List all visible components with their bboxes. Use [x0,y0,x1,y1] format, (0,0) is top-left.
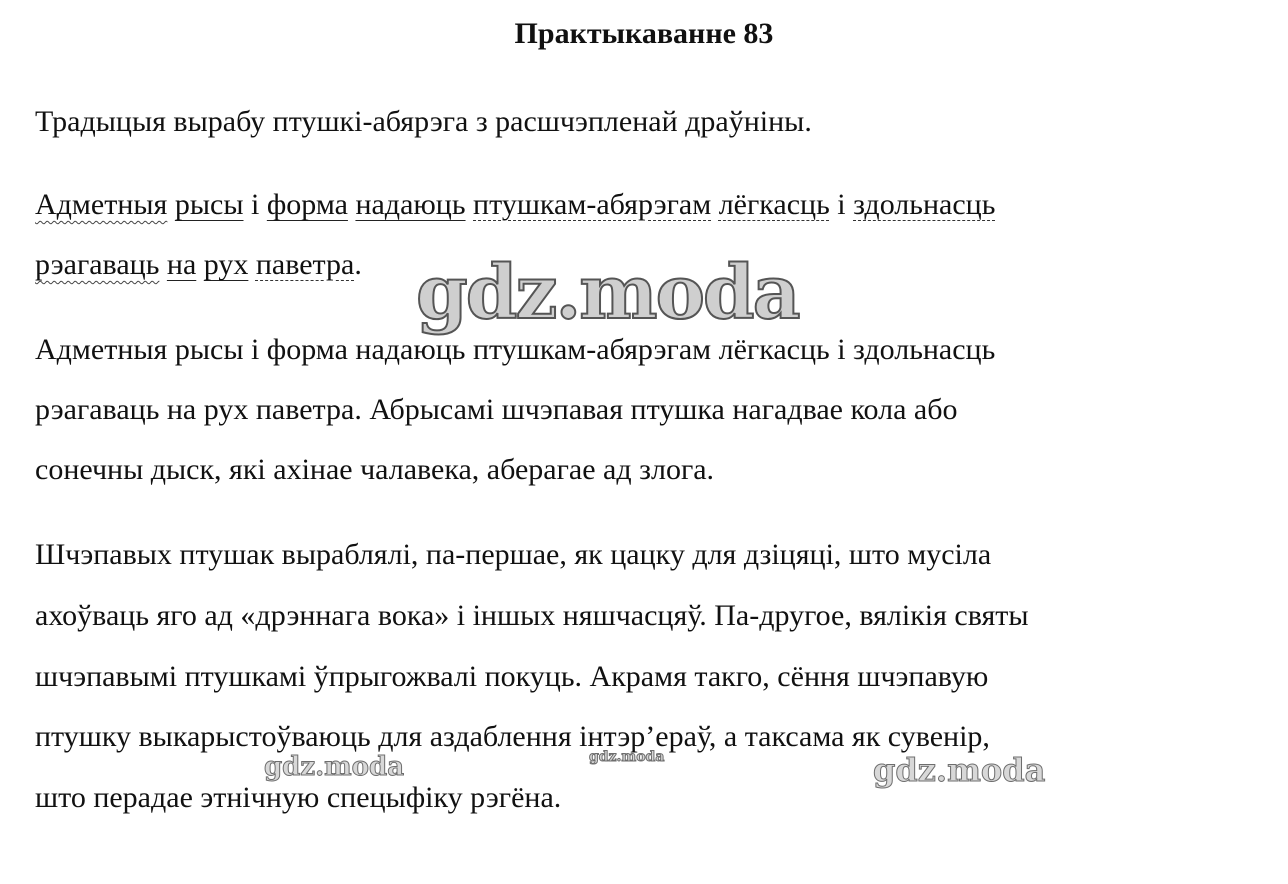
text-fragment: і [829,188,854,221]
paragraph1-line: сонечны дыск, які ахінае чалавека, аберагае ад злога. [35,453,715,486]
underlined-word: здольнасць [853,188,996,221]
paragraph1-line: Адметныя рысы і форма надаюць птушкам-абярэгам лёгкасць і здольнасць [35,333,996,366]
text-fragment [248,248,256,281]
underlined-word: паветра [255,248,355,281]
text-fragment [711,188,719,221]
underlined-word: надаюць [355,188,466,221]
paragraph2-line: што перадае этнічную спецыфіку рэгёна. [35,781,562,814]
underlined-word: лёгкасць [718,188,830,221]
underlined-word: на [166,248,197,281]
underlined-word: птушкам-абярэгам [473,188,712,221]
underlined-word: рысы [174,188,244,221]
paragraph2-line: шчэпавымі птушкамі ўпрыгожвалі покуць. Акрамя такго, сёння шчэпавую [35,660,989,693]
watermark-logo: gdz.moda [589,749,665,765]
paragraph2-line: птушку выкарыстоўваюць для аздаблення інтэр’ераў, а таксама як сувенір, [35,720,990,753]
paragraph2-line: Шчэпавых птушак выраблялі, па-першае, як цацку для дзіцяці, што мусіла [35,538,992,571]
underlined-word: рух [203,248,249,281]
parsed-sentence-line-2 [35,245,362,285]
text-fragment [196,248,204,281]
watermark-logo: gdz.moda [873,751,1046,789]
intro-line: Традыцыя вырабу птушкі-абярэга з расшчэпленай драўніны. [35,105,812,138]
text-fragment: і [243,188,267,221]
paragraph1-line: рэагаваць на рух паветра. Абрысамі шчэпавая птушка нагадвае кола або [35,393,958,426]
watermark-logo: gdz.moda [264,752,405,782]
watermark-logo: gdz.moda [416,250,799,336]
text-fragment [466,188,474,221]
underlined-word: Адметныя [35,188,168,221]
text-fragment: . [354,248,362,281]
exercise-title: Практыкаванне 83 [514,17,774,50]
text-fragment [159,248,167,281]
parsed-sentence-line-1 [35,185,995,225]
underlined-word: форма [266,188,348,221]
underlined-word: рэагаваць [35,248,160,281]
text-fragment [167,188,175,221]
paragraph2-line: ахоўваць яго ад «дрэннага вока» і іншых няшчасцяў. Па-другое, вялікія святы [35,599,1029,632]
